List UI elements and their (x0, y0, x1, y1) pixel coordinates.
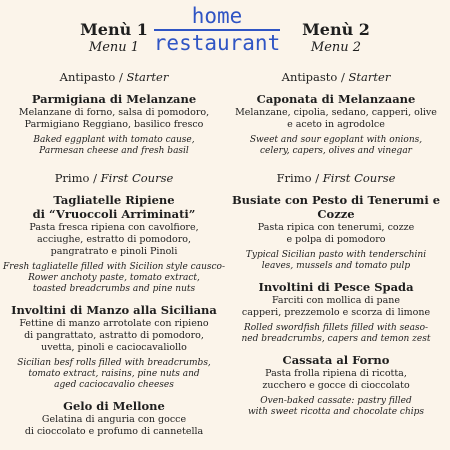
dish-cassata (222, 353, 450, 418)
course-name-it: Primo (54, 171, 90, 185)
course-heading-primo (0, 171, 228, 185)
course-separator: / (115, 70, 127, 84)
dish-name: Tagliatelle Ripiene di “Vruoccoli Arriminati” (32, 193, 196, 221)
dish-translation: Rolled swordfish fillets filled with seaso- ned breadcrumbs, capers and temon zest (241, 323, 431, 344)
course-name-it: Antipasto (281, 70, 338, 84)
dish-description: Melanzane di forno, salsa di pomodoro, Parmigiano Reggiano, basilico fresco (18, 107, 210, 130)
dish-description: Melanzane, cipolia, sedano, capperi, olive e aceto in agrodolce (235, 107, 437, 130)
course-name-en: First Course (322, 171, 396, 185)
dish-tagliatelle (0, 193, 228, 295)
dish-involtini-manzo (0, 303, 228, 391)
dish-caponata (222, 92, 450, 157)
logo-line-restaurant: restaurant (153, 30, 281, 55)
menu-2-title: Menù 2 (302, 20, 370, 39)
dish-description: Farciti con mollica di pane capperi, prezzemolo e scorza di limone (241, 295, 431, 318)
course-heading-antipasto (222, 70, 450, 84)
dish-translation: Typical Sicilian pasto with tenderschini leaves, mussels and tomato pulp (245, 250, 427, 271)
dish-gelo-mellone (0, 399, 228, 438)
course-name-en: Starter (126, 70, 169, 84)
course-separator: / (89, 171, 101, 185)
course-name-it: Frimo (276, 171, 312, 185)
dish-translation: Oven-baked cassate: pastry filled with sweet ricotta and chocolate chips (247, 396, 425, 417)
course-heading-primo (222, 171, 450, 185)
dish-name: Parmigiana di Melanzane (31, 92, 197, 106)
dish-name: Cassata al Forno (282, 353, 390, 367)
dish-translation: Baked eggplant with tomato cause, Parmesan cheese and fresh basil (33, 135, 195, 156)
dish-translation: Fresh tagliatelle filled with Sicilion style causco- Rower anchoty paste, tomato extract, toasted breadcrumbs and pine nuts (3, 262, 225, 294)
dish-name: Gelo di Mellone (63, 399, 165, 413)
dish-busiate (222, 193, 450, 272)
menu-2-subtitle: Menu 2 (310, 40, 362, 55)
course-separator: / (311, 171, 323, 185)
logo-line-home: home (191, 4, 243, 28)
dish-involtini-pesce-spada (222, 280, 450, 345)
dish-name: Involtini di Manzo alla Siciliana (11, 303, 217, 317)
dish-name: Busiate con Pesto di Tenerumi e Cozze (231, 193, 441, 221)
dish-name: Caponata di Melanzaane (256, 92, 416, 106)
menu-column-1 (0, 20, 228, 438)
course-name-en: Starter (348, 70, 391, 84)
course-separator: / (337, 70, 349, 84)
dish-description: Pasta frolla ripiena di ricotta, zucchero e gocce di cioccolato (262, 368, 410, 391)
dish-description: Pasta fresca ripiena con cavolfiore, acciughe, estratto di pomodoro, pangratrato e pinoli Pinoli (29, 222, 199, 257)
course-heading-antipasto (0, 70, 228, 84)
dish-description: Fettine di manzo arrotolate con ripieno di pangrattato, astratto di pomodoro, uvetta, pinoli e caciocavaliollo (19, 318, 209, 353)
dish-translation: Sweet and sour egoplant with onions, celery, capers, olives and vinegar (249, 135, 423, 156)
course-name-en: First Course (100, 171, 174, 185)
menu-1-title: Menù 1 (80, 20, 148, 39)
dish-description: Pasta ripica con tenerumi, cozze e polpa di pomodoro (257, 222, 415, 245)
dish-translation: Sicilian besf rolls filled with breadcrumbs, tomato extract, raisins, pine nuts and aged caciocavalio cheeses (17, 358, 211, 390)
dish-description: Gelatina di anguria con gocce di cioccolato e profumo di cannetella (24, 414, 204, 437)
menu-column-2 (222, 20, 450, 418)
menu-2-header (222, 20, 450, 56)
course-name-it: Antipasto (59, 70, 116, 84)
dish-name: Involtini di Pesce Spada (258, 280, 414, 294)
dish-parmigiana (0, 92, 228, 157)
menu-1-header (0, 20, 228, 56)
menu-1-subtitle: Menu 1 (88, 40, 140, 55)
